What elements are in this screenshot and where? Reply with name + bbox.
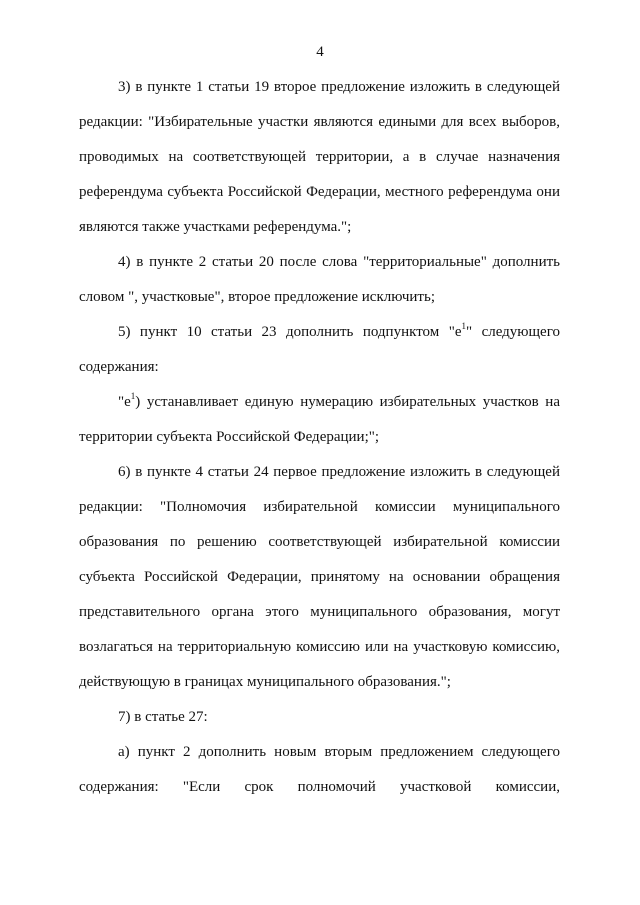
superscript: 1 — [130, 391, 136, 401]
text-line: проводимых на соответствующей территории, а в случае назначения — [79, 149, 560, 165]
text-line — [118, 392, 560, 412]
text-line: редакции: "Избирательные участки являются едиными для всех выборов, — [79, 114, 560, 130]
text-line: словом ", участковые", второе предложение исключить; — [79, 289, 435, 305]
text-line: территории субъекта Российской Федерации;"; — [79, 429, 380, 445]
text-line: 6) в пункте 4 статьи 24 первое предложение изложить в следующей — [118, 464, 560, 480]
text-line: а) пункт 2 дополнить новым вторым предложением следующего — [118, 744, 560, 760]
text-line: являются также участками референдума."; — [79, 219, 352, 235]
text-fragment: "е — [118, 394, 131, 410]
text-fragment: 5) пункт 10 статьи 23 дополнить подпунктом "е — [118, 324, 462, 340]
text-fragment: " следующего — [466, 324, 560, 340]
text-line: содержания: — [79, 359, 159, 375]
text-line: референдума субъекта Российской Федерации, местного референдума они — [79, 184, 560, 200]
text-line: 4) в пункте 2 статьи 20 после слова "территориальные" дополнить — [118, 254, 560, 270]
text-line: редакции: "Полномочия избирательной комиссии муниципального — [79, 499, 560, 515]
text-line: действующую в границах муниципального образования."; — [79, 674, 451, 690]
text-line: возлагаться на территориальную комиссию или на участковую комиссию, — [79, 639, 560, 655]
text-line: субъекта Российской Федерации, принятому на основании обращения — [79, 569, 560, 585]
superscript: 1 — [461, 321, 466, 331]
text-fragment: ) устанавливает единую нумерацию избирательных участков на — [135, 394, 560, 410]
text-line: образования по решению соответствующей избирательной комиссии — [79, 534, 560, 550]
text-line: 3) в пункте 1 статьи 19 второе предложение изложить в следующей — [118, 79, 560, 95]
text-line: представительного органа этого муниципального образования, могут — [79, 604, 560, 620]
page-number: 4 — [316, 44, 324, 60]
text-line: содержания: "Если срок полномочий участковой комиссии, — [79, 779, 560, 795]
text-line — [118, 322, 560, 342]
text-line: 7) в статье 27: — [118, 709, 208, 725]
